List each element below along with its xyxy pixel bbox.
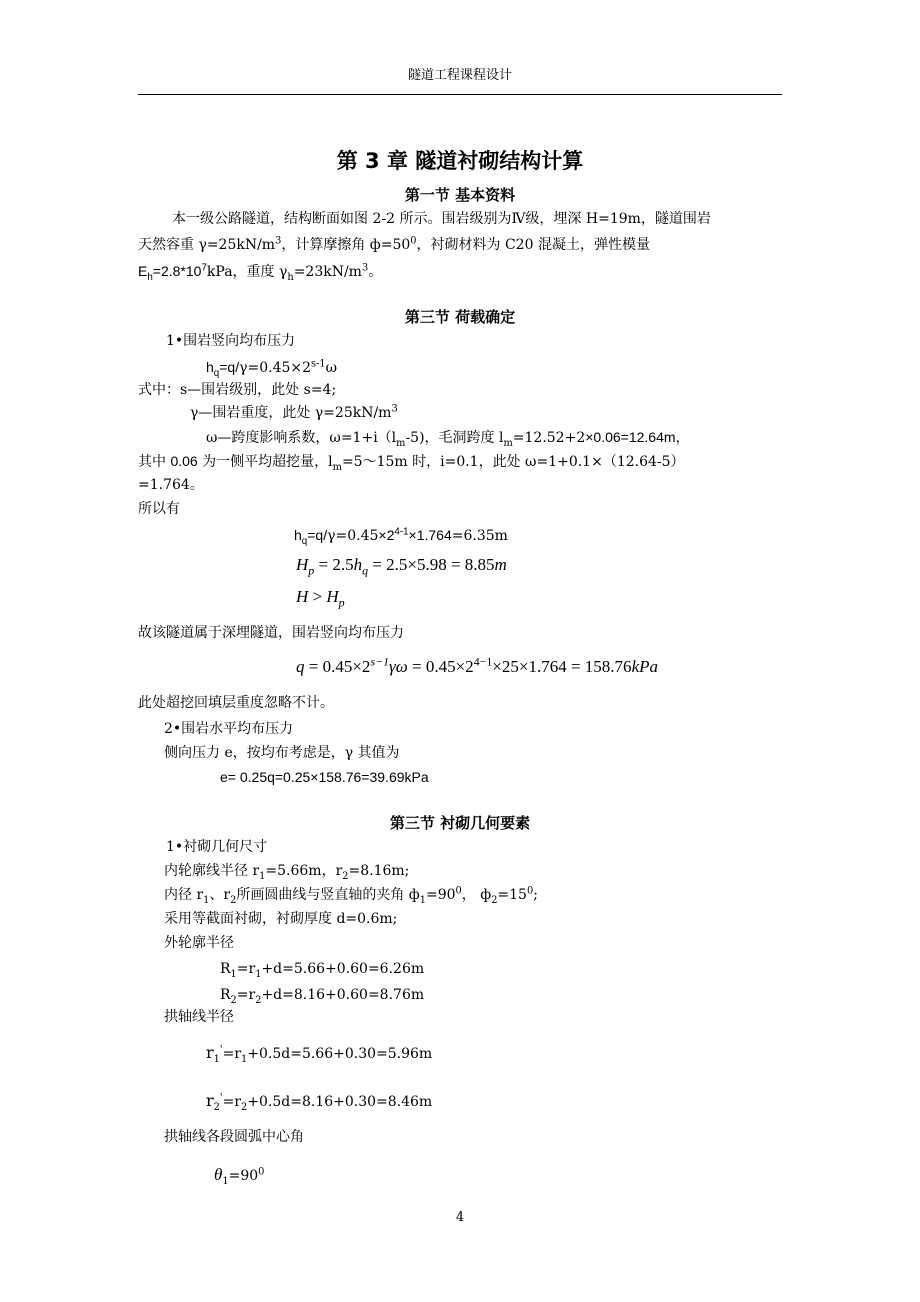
geometry-item-1: 1•衬砌几何尺寸 xyxy=(166,839,268,855)
formula-r2-prime: $r_2'=r_2+0.5d=8.16+0.30=8.46m$ xyxy=(206,1091,433,1113)
formula-theta1: $\theta_1=90^0$ xyxy=(214,1165,265,1187)
formula-hq-value: $h_q=q/\gamma=0.45\times 2^{4-1}\times 1.764=6.35m$ xyxy=(294,526,508,547)
load-item-2: 2•围岩水平均布压力 xyxy=(164,721,294,737)
inner-radius-line: 内轮廓线半径 $r_1=5.66m$，$r_2=8.16m$; xyxy=(164,863,410,882)
omega-line-3: =1.764。 xyxy=(138,477,204,493)
outer-radius-heading: 外轮廓半径 xyxy=(164,935,234,951)
angle-line: 内径 $r_1$、$r_2$所画圆曲线与竖直轴的夹角 $ф_1=90^0$， $ф_2=15^0$; xyxy=(164,885,538,906)
formula-r1-prime: $r_1'=r_1+0.5d=5.66+0.30=5.96m$ xyxy=(206,1043,433,1065)
basic-para-line-3: $E_h=2.8*10^7kPa$，重度 $\gamma_h=23kN/m^3$。 xyxy=(138,262,383,283)
thickness-line: 采用等截面衬砌，衬砌厚度 d=0.6m; xyxy=(164,911,398,927)
formula-hp: $H_p = 2.5h_q = 2.5\times 5.98 = 8.85m$ xyxy=(296,555,507,578)
formula-hq: $h_q=q/\gamma=0.45\times 2^{s-1}\omega$ xyxy=(206,358,338,379)
header-rule xyxy=(138,94,782,95)
deep-tunnel-line: 故该隧道属于深埋隧道，围岩竖向均布压力 xyxy=(138,625,404,641)
center-angle-heading: 拱轴线各段圆弧中心角 xyxy=(164,1129,304,1145)
side-pressure-line: 侧向压力 e，按均布考虑是，γ 其值为 xyxy=(164,745,400,761)
formula-e: e= 0.25q=0.25×158.76=39.69kPa xyxy=(220,769,429,785)
load-item-1: 1•围岩竖向均布压力 xyxy=(166,333,296,349)
chapter-title: 第 3 章 隧道衬砌结构计算 xyxy=(336,149,584,173)
ignore-line: 此处超挖回填层重度忽略不计。 xyxy=(138,695,334,711)
so-with-line: 所以有 xyxy=(138,501,180,517)
basic-para-line-1: 本一级公路隧道，结构断面如图 2-2 所示。围岩级别为Ⅳ级，埋深 H=19m，隧道围岩 xyxy=(172,211,711,227)
section-basic-title: 第一节 基本资料 xyxy=(404,186,516,204)
gamma-line: γ—围岩重度，此处 $\gamma=25kN/m^3$ xyxy=(190,403,398,421)
arch-radius-heading: 拱轴线半径 xyxy=(164,1009,234,1025)
section-load-title: 第三节 荷载确定 xyxy=(404,308,516,326)
page-number: 4 xyxy=(455,1210,465,1225)
omega-line: ω—跨度影响系数，$\omega=1+i(l_m-5)$，毛洞跨度 $l_m=12.52+2\times 0.06=12.64m$， xyxy=(206,429,690,449)
formula-h-gt-hp: $H > H_p$ xyxy=(296,587,345,610)
formula-R1: $R_1=r_1+d=5.66+0.60=6.26m$ xyxy=(220,961,425,980)
where-line: 式中：s—围岩级别，此处 s=4; xyxy=(138,382,337,398)
page-header: 隧道工程课程设计 xyxy=(407,68,512,83)
section-geometry-title: 第三节 衬砌几何要素 xyxy=(389,814,531,832)
basic-para-line-2: 天然容重 $\gamma=25kN/m^3$，计算摩擦角 $ф=50^0$，衬砌材料为 C20 混凝土，弹性模量 xyxy=(138,235,650,253)
omega-line-2: 其中 0.06 为一侧平均超挖量，$l_m=5\sim 15m$ 时，i=0.1，此处 ω=1+0.1×（12.64-5） xyxy=(138,453,685,473)
formula-q: $q = 0.45\times 2^{s-1}\gamma\omega = 0.45\times 2^{4-1}\times 25\times 1.764 = 158.76kPa$ xyxy=(296,654,658,676)
formula-R2: $R_2=r_2+d=8.16+0.60=8.76m$ xyxy=(220,987,425,1006)
